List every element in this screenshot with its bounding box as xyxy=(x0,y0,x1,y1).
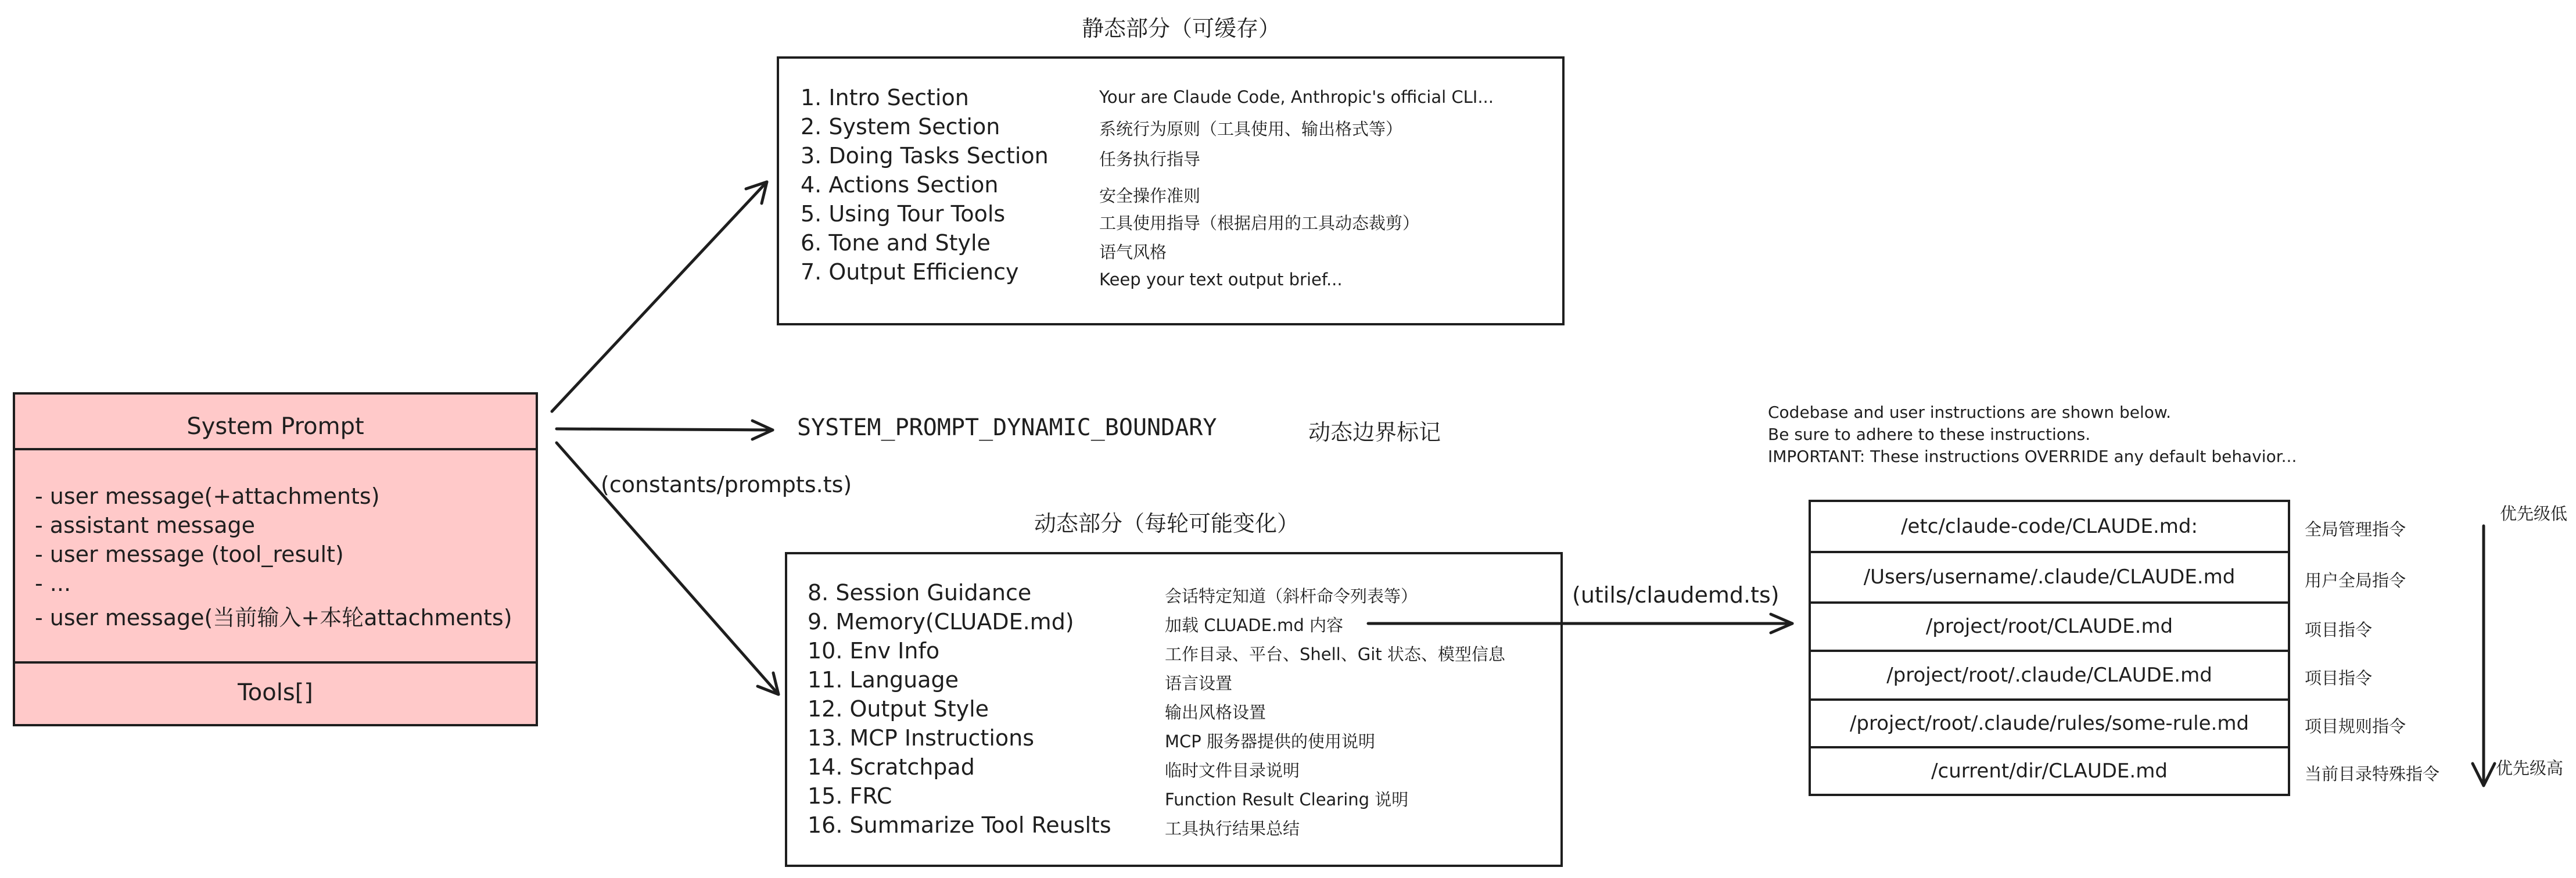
boundary-label: 动态边界标记 xyxy=(1308,420,1441,445)
system-prompt-message: - assistant message xyxy=(35,513,256,538)
claudemd-row-label: 项目规则指令 xyxy=(2305,716,2406,736)
system-prompt-divider-bottom xyxy=(15,661,536,664)
claudemd-row-label: 全局管理指令 xyxy=(2305,519,2406,539)
claudemd-note-line: Be sure to adhere to these instructions. xyxy=(1768,425,2091,444)
system-prompt-message: - user message(当前输入+本轮attachments) xyxy=(35,605,512,630)
claudemd-row-path: /current/dir/CLAUDE.md xyxy=(1809,746,2290,796)
claudemd-row-path: /project/root/CLAUDE.md xyxy=(1809,601,2290,652)
system-prompt-box xyxy=(13,392,538,726)
system-prompt-divider-top xyxy=(15,448,536,450)
claudemd-row-label: 用户全局指令 xyxy=(2305,570,2406,590)
dynamic-item-desc: 临时文件目录说明 xyxy=(1165,761,1300,780)
dynamic-item-desc: 加载 CLUADE.md 内容 xyxy=(1165,615,1343,635)
static-item-label: 3. Doing Tasks Section xyxy=(801,143,1049,169)
dynamic-item-desc: 语言设置 xyxy=(1165,673,1233,693)
dynamic-item-label: 12. Output Style xyxy=(808,696,989,722)
claudemd-row-path: /project/root/.claude/rules/some-rule.md xyxy=(1809,698,2290,748)
dynamic-item-desc: MCP 服务器提供的使用说明 xyxy=(1165,732,1375,751)
static-item-desc: Your are Claude Code, Anthropic's official CLI... xyxy=(1099,87,1494,107)
static-item-desc: 工具使用指导（根据启用的工具动态裁剪） xyxy=(1099,213,1420,233)
dynamic-item-desc: 工作目录、平台、Shell、Git 状态、模型信息 xyxy=(1165,644,1505,664)
dynamic-item-desc: 工具执行结果总结 xyxy=(1165,819,1300,838)
arrow-to-static-section xyxy=(552,182,767,411)
claudemd-row-label: 项目指令 xyxy=(2305,668,2373,688)
arrow-to-boundary xyxy=(557,429,773,430)
static-item-label: 2. System Section xyxy=(801,114,1000,139)
system-prompt-title: System Prompt xyxy=(186,413,364,440)
claudemd-row-label: 项目指令 xyxy=(2305,619,2373,640)
claudemd-note-line: Codebase and user instructions are shown below. xyxy=(1768,403,2172,422)
system-prompt-tools: Tools[] xyxy=(238,679,313,706)
dynamic-item-desc: 会话特定知道（斜杆命令列表等） xyxy=(1165,586,1418,606)
dynamic-item-label: 14. Scratchpad xyxy=(808,754,975,780)
claudemd-row-path: /etc/claude-code/CLAUDE.md: xyxy=(1809,500,2290,553)
dynamic-item-label: 8. Session Guidance xyxy=(808,580,1032,605)
static-item-label: 1. Intro Section xyxy=(801,85,969,110)
claudemd-source-file: (utils/claudemd.ts) xyxy=(1572,582,1779,608)
static-section-title: 静态部分（可缓存） xyxy=(1082,16,1281,41)
dynamic-item-label: 10. Env Info xyxy=(808,638,940,664)
priority-high-label: 优先级高 xyxy=(2496,758,2564,778)
static-item-label: 4. Actions Section xyxy=(801,172,999,198)
static-item-desc: 系统行为原则（工具使用、输出格式等） xyxy=(1099,119,1403,139)
claudemd-row-path: /project/root/.claude/CLAUDE.md xyxy=(1809,650,2290,701)
boundary-marker: SYSTEM_PROMPT_DYNAMIC_BOUNDARY xyxy=(797,414,1217,441)
static-item-desc: 语气风格 xyxy=(1099,242,1167,262)
static-item-desc: 任务执行指导 xyxy=(1099,149,1201,169)
dynamic-item-label: 15. FRC xyxy=(808,783,892,809)
static-item-label: 5. Using Tour Tools xyxy=(801,201,1006,227)
dynamic-item-desc: Function Result Clearing 说明 xyxy=(1165,790,1409,809)
dynamic-item-desc: 输出风格设置 xyxy=(1165,703,1267,722)
dynamic-item-label: 16. Summarize Tool Reuslts xyxy=(808,812,1111,838)
prompts-source-file: (constants/prompts.ts) xyxy=(601,472,852,497)
static-item-label: 6. Tone and Style xyxy=(801,230,991,256)
system-prompt-message: - user message (tool_result) xyxy=(35,542,344,567)
system-prompt-message: - user message(+attachments) xyxy=(35,483,380,509)
system-prompt-message: - ... xyxy=(35,571,71,596)
static-item-desc: Keep your text output brief... xyxy=(1099,270,1343,289)
claudemd-row-label: 当前目录特殊指令 xyxy=(2305,764,2440,784)
static-item-label: 7. Output Efficiency xyxy=(801,259,1019,285)
dynamic-section-title: 动态部分（每轮可能变化） xyxy=(1034,511,1300,536)
priority-low-label: 优先级低 xyxy=(2500,504,2568,524)
claudemd-row-path: /Users/username/.claude/CLAUDE.md xyxy=(1809,551,2290,604)
static-item-desc: 安全操作准则 xyxy=(1099,186,1201,206)
dynamic-item-label: 13. MCP Instructions xyxy=(808,725,1035,751)
claudemd-note-line: IMPORTANT: These instructions OVERRIDE any default behavior... xyxy=(1768,447,2297,466)
dynamic-item-label: 11. Language xyxy=(808,667,959,693)
dynamic-item-label: 9. Memory(CLUADE.md) xyxy=(808,609,1074,635)
